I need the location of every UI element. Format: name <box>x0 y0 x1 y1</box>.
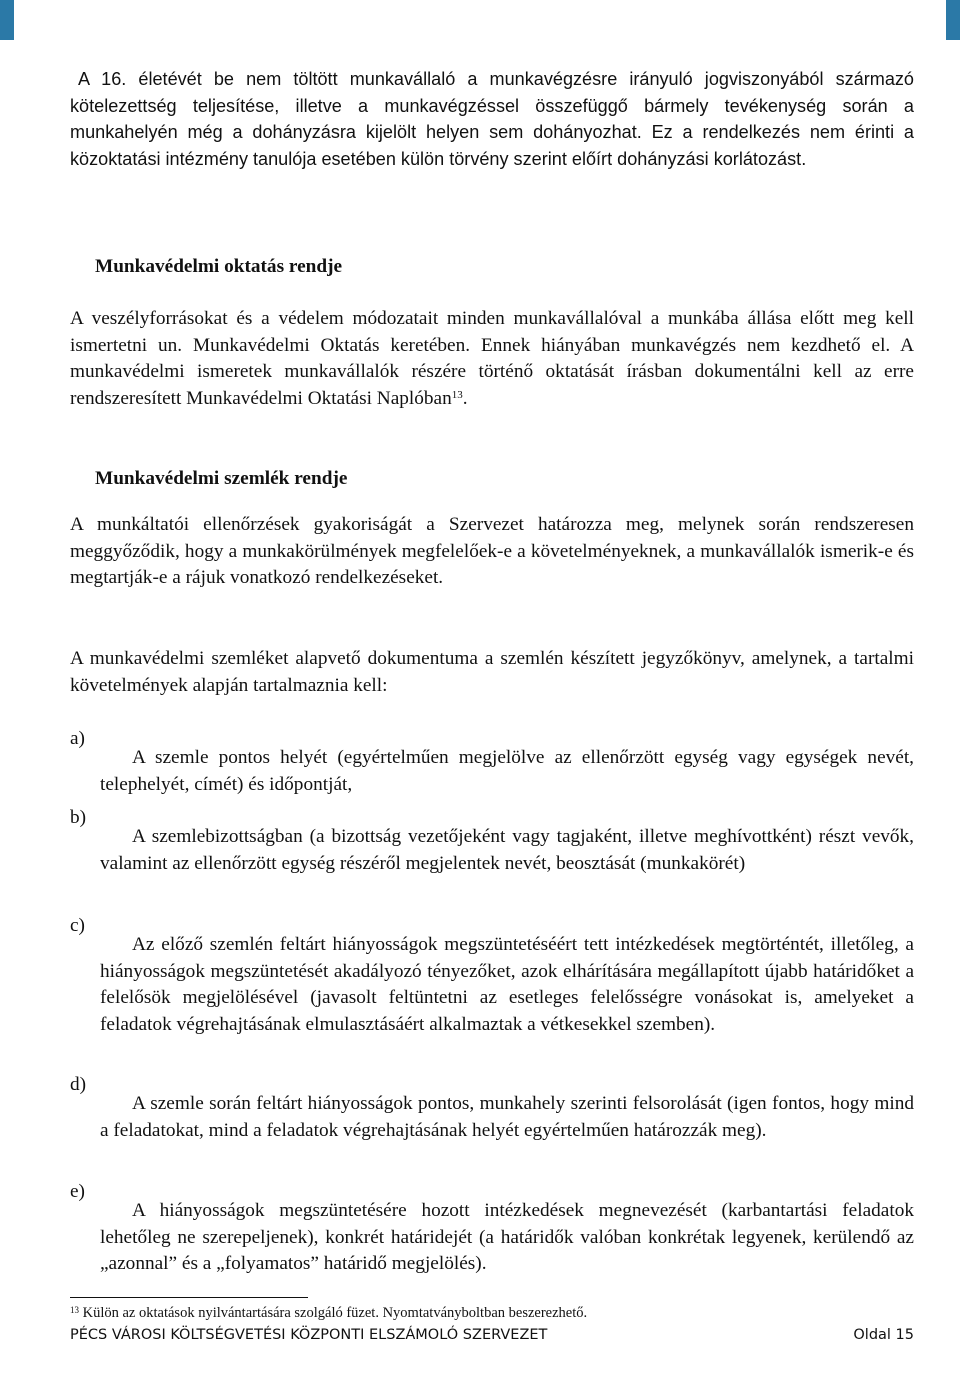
paragraph-16-text: A 16. életévét be nem töltött munkavállaló a munkavégzésre irányuló jogviszonyából származó kötelezettség teljesítése, illetve a munkavégzéssel összefüggő bármely tevékenység során a munkahelyén még a dohányzásra kijelölt helyen sem dohányozhat. Ez a rendelkezés nem érinti a közoktatási intézmény tanulója esetében külön törvény szerint előírt dohányzási korlátozást. <box>70 69 914 169</box>
list-item-d <box>70 1072 914 1164</box>
paragraph-szemle-1 <box>70 512 914 592</box>
heading-szemle: Munkavédelmi szemlék rendje <box>95 468 348 489</box>
paragraph-szemle-2 <box>70 646 914 699</box>
list-item-text: A hiányosságok megszüntetésére hozott intézkedések megnevezését (karbantartási feladatok lehetőleg ne szerepeljenek), konkrét határidejét (a határidők valóban konkrétak legyenek, kerülendő az „azonnal” és a „folyamatos” határidő megjelölés). <box>100 1200 914 1275</box>
paragraph-oktatas <box>70 306 914 412</box>
page-footer <box>70 1325 914 1345</box>
corner-marker-left <box>0 0 14 40</box>
heading-oktatas: Munkavédelmi oktatás rendje <box>95 256 343 277</box>
list-item-e <box>70 1179 914 1297</box>
list-item-b <box>70 805 914 897</box>
page-number: Oldal 15 <box>853 1327 914 1343</box>
list-item-label: a) <box>70 728 85 749</box>
szemle-para1-text: A munkáltatói ellenőrzések gyakoriságát a Szervezet határozza meg, melynek során rendszeresen meggyőződik, hogy a munkakörülmények megfelelőek-e a követelményeknek, a munkavállalók ismerik-e és megtartják-e a rájuk vonatkozó rendelkezéseket. <box>70 514 914 589</box>
oktatas-text: A veszélyforrásokat és a védelem módozatait minden munkavállalóval a munkába állása előtt meg kell ismertetni un. Munkavédelmi Oktatás keretében. Ennek hiányában munkavégzés nem kezdhető el. A munkavédelmi ismeretek munkavállalók részére történő oktatását írásban dokumentálni kell az erre rendszeresített Munkavédelmi Oktatási Naplóban <box>70 308 914 409</box>
list-item-a <box>70 726 914 818</box>
footnote-number: 13 <box>70 1305 79 1315</box>
list-item-text: A szemle pontos helyét (egyértelműen megjelölve az ellenőrzött egység vagy egységek nevét, telephelyét, címét) és időpontját, <box>100 747 914 795</box>
list-item-label: d) <box>70 1074 87 1095</box>
szemle-para2-text: A munkavédelmi szemléket alapvető dokumentuma a szemlén készített jegyzőkönyv, amelynek, a tartalmi követelmények alapján tartalmaznia kell: <box>70 648 914 696</box>
corner-marker-right <box>946 0 960 40</box>
footnote-text: Külön az oktatások nyilvántartására szolgáló füzet. Nyomtatványboltban beszerezhető. <box>82 1305 588 1321</box>
list-item-c <box>70 913 914 1058</box>
footer-org: PÉCS VÁROSI KÖLTSÉGVETÉSI KÖZPONTI ELSZÁMOLÓ SZERVEZET <box>70 1327 548 1343</box>
list-item-text: A szemlebizottságban (a bizottság vezetőjeként vagy tagjaként, illetve meghívottként) részt vevők, valamint az ellenőrzött egység részéről megjelentek nevét, beosztását (munkakörét) <box>100 826 914 874</box>
paragraph-16 <box>70 66 914 172</box>
list-item-text: A szemle során feltárt hiányosságok pontos, munkahely szerinti felsorolását (igen fontos, hogy mind a feladatokat, mind a feladatok végrehajtásának helyét egyértelműen határozzák meg). <box>100 1093 914 1141</box>
footnote-ref: 13 <box>451 388 463 401</box>
list-item-text: Az előző szemlén feltárt hiányosságok megszüntetéséért tett intézkedések megtörténtét, illetőleg, a hiányosságok megszüntetését akadályozó tényezőket, azok elhárítására megállapított újabb határidőket a felelősök megjelölésével (javasolt feltüntetni az esetleges felelősségre vonásokat is, amelyeket a feladatok végrehajtásának elmulasztásáért alkalmaztak a vétkesekkel szemben). <box>100 934 914 1036</box>
list-item-label: e) <box>70 1181 85 1202</box>
list-item-label: b) <box>70 807 87 828</box>
footnote-divider <box>70 1297 308 1298</box>
oktatas-text-end: . <box>462 387 468 409</box>
list-item-label: c) <box>70 915 85 936</box>
footnote <box>70 1304 587 1322</box>
